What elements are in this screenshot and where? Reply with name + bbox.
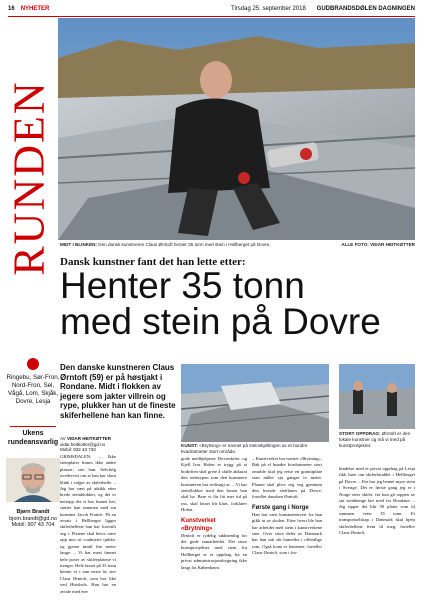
page-number: 16 — [8, 6, 15, 12]
author-photo — [6, 458, 60, 502]
responsible-label: Ukens rundeansvarlig — [7, 430, 59, 446]
main-photo-image — [58, 18, 415, 240]
main-photo-caption: MIDT I BLINKEN: Den dansk kunstneren Claus Ørntoft henter 35 tonn med stein i Hellberget på Dovre. — [60, 242, 271, 247]
author-mobile: Mobil: 907 43 704 — [11, 522, 55, 528]
headline — [60, 265, 400, 342]
newspaper-name: GUDBRANDSDØLEN DAGNINGEN — [316, 6, 415, 12]
photo-art-site — [181, 364, 329, 442]
places-list: Ringebu, Sør-Fron, Nord-Fron, Sel, Vågå, Lom, Skjåk, Dovre, Lesja — [6, 374, 60, 405]
byline: AV VIDAR HEITKØTTER vidar.heitkotter@gd.no Mobil: 932 43 733 — [60, 436, 111, 452]
author-box — [6, 458, 60, 529]
photo-art-caption: KUNST: «Brytning» er navnet på steinskjeltingen av et hundre kvadratmeter stort område. — [181, 443, 308, 454]
headline-line-2: med stein på Dovre — [60, 301, 381, 342]
author-name: Bjørn Brandt — [16, 509, 50, 515]
subhead-brytning: Kunstverket «Brytning» — [181, 517, 216, 532]
lead-paragraph: Den danske kunstneren Claus Ørntoft (59) er på høstjakt i Rondane. Midt i flokken av jegere som jakter villrein og rype, plukker han ut de fineste skiferhellene han kan finne. — [60, 363, 176, 420]
page-header — [8, 4, 415, 17]
body-column-2: gode medhjelperer Dovreskifer, og Kjell Ivar Holen er trygg på at bodriften skal greie å slaffe akkurat den steintypen som den kunstnere kunstneren har seiltsøgt ut. – Vi har steinflokker med den bosen han skal ha. Bare vi får litt mer tid på oss, skal lasset bli klart, forklarer Holen. Kunstverket «Brytning» Ørntoft er tydelig takknemlig for det gode samarbeidet. Det store kunstprosjektet med stein fra Hellberget er et oppdrag fra en privat administrasjonsbygning ikke langt fra København. — [181, 456, 247, 570]
subhead-first-time: Første gang i Norge — [252, 504, 309, 511]
headline-line-1: Henter 35 tonn — [60, 265, 305, 306]
photo-two-men-caption: STORT OPPDRAG: Ørntoft er den lokale kunstner og må vi med på kunstprosjektet. — [339, 431, 411, 448]
section-label: NYHETER — [20, 6, 50, 12]
author-email: bjorn.brandt@gd.no — [9, 515, 57, 522]
photo-two-men — [339, 364, 415, 429]
body-column-1: GRIMSDALEN: – Ikke steinplater finnes ikke andre plasser, sier han. Selvfølg overbevist om at han har skutt blink i valget av skiferhelle. – Jeg har vært på utkikk etter brede steinblokker, og det er nettopp det vi har funnet her, støtter han sammen med sin kunstner Jacob Franch. På en avsats i Hellberget ligger skiferhellene han har forestilt seg i. Flatene skal bevis være opp mot tri coulmetre tjukke, og gjerne inntil fire meter lange. – Vi har mest funnet hele poser av skiferplatene vi trenger. Hele lasset på 35 tonn henter vi i ann neste år, sier Claus Ørntoft, som bor like ved Hirtshals. Han har en avtale med eier — [60, 454, 116, 594]
divider — [10, 426, 56, 427]
photo-credit: ALLE FOTO: VIDAR HEITKØTTER — [341, 242, 415, 247]
column-title: RUNDEN — [4, 79, 54, 276]
issue-date: Tirsdag 25. september 2018 — [231, 6, 306, 12]
body-column-4: bindelse med et privat oppdrag på Lesja fikk høre om skiferbruddet i Hellberget på Dovre. – Før har jeg hentet myre stein i Sverige. Det er første gang jeg er i Norge etter skifer, før kan gå toppen av sin steinhenge her med fra Rondane. – Jeg tipper det blir 50 plater som til sammen veier 35 tonn. Et transportselskap i Danmark skal hjem skiferhellene frem til meg, forteller Claus Ørntoft. — [339, 466, 415, 536]
body-column-3: – Kunstverket har navnet «Brytning». Bak på el bundre kvadratmeter stort område skal jeg reise en granittplate som måler sju ganger to meter. Planen skal plivs seg veg gjennom den hvasde steiflaten på Dovre, forteller dansken Ørntoft. Første gang i Norge Han har vært kunstnerenvert fra han gikk ut av skolen. Etter hvert ble han har arbeidet med stein i kunstverkene sine. Over store deler av Danmark har han satt sitt bumerke i offentlige rom. Også kona er kunstner, forteller Claus Ørntoft, som i for- — [252, 456, 322, 556]
map-pin-icon — [27, 358, 39, 370]
kicker: Dansk kunstner fant det han lette etter: — [60, 256, 246, 268]
main-photo — [58, 18, 415, 240]
